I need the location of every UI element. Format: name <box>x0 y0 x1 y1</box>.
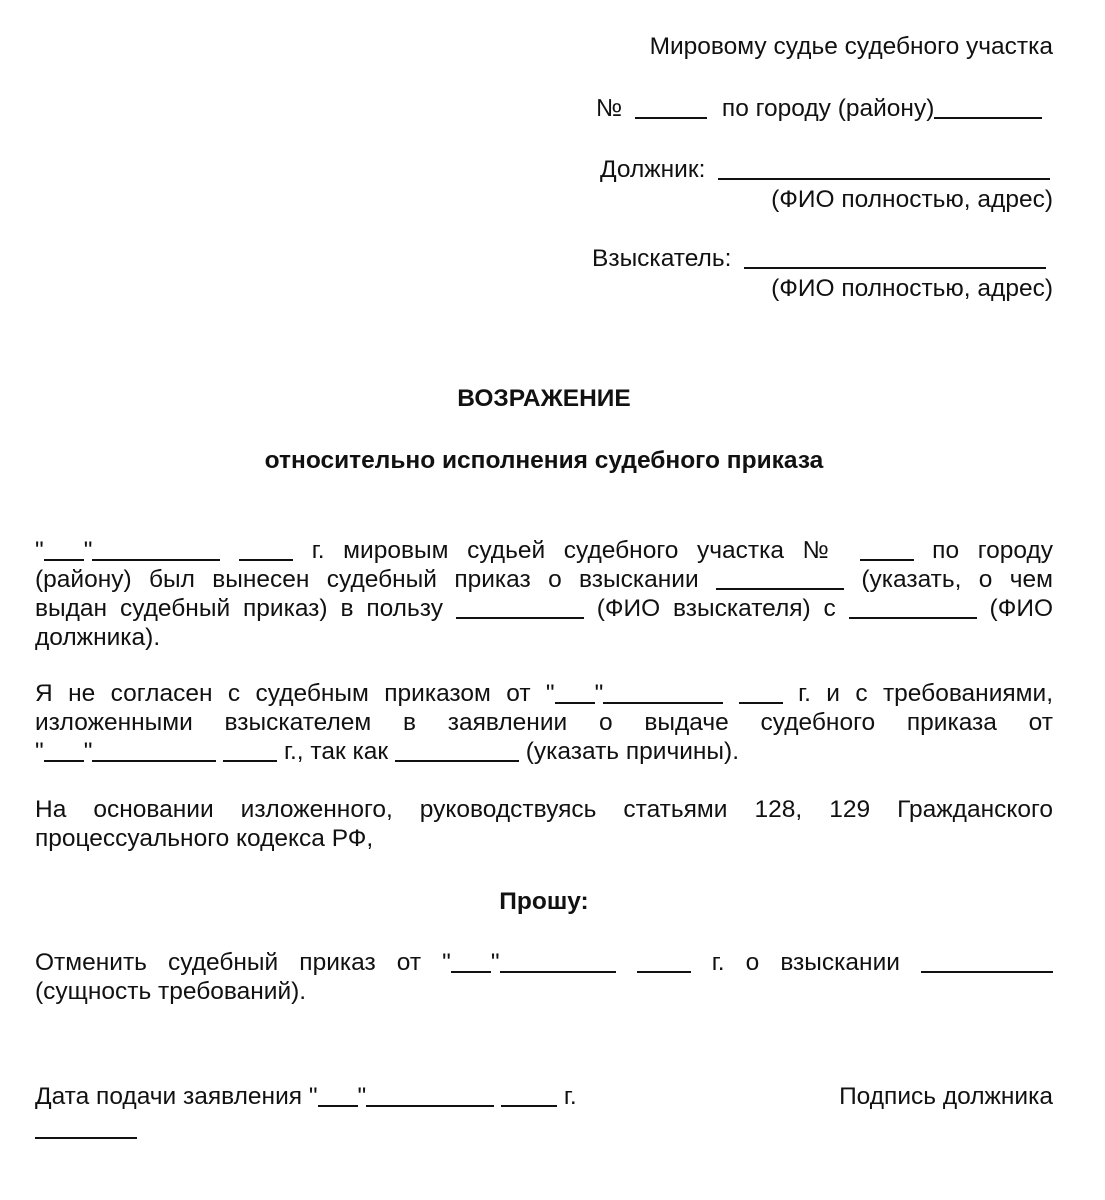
p3-line-1: На основании изложенного, руководствуясь статьями 128, 129 Гражданского <box>35 796 1053 823</box>
p1-line-2: (району) был вынесен судебный приказ о взыскании (указать, о чем <box>35 566 1054 593</box>
signature-line[interactable] <box>35 1114 137 1143</box>
request-line-2: (сущность требований). <box>35 978 307 1005</box>
cancel-order-year-blank[interactable] <box>637 949 691 973</box>
p2-line-1: Я не согласен с судебным приказом от " " г. и с требованиями, <box>35 680 1054 707</box>
p1-line-1: " " г. мировым судьей судебного участка № по городу <box>35 537 1054 564</box>
filing-month-blank[interactable] <box>366 1083 494 1107</box>
claimant-hint: (ФИО полностью, адрес) <box>771 275 1053 302</box>
request-heading: Прошу: <box>499 888 589 915</box>
document-subtitle: относительно исполнения судебного приказа <box>264 447 824 474</box>
court-number-line <box>596 94 1042 123</box>
application-month-blank[interactable] <box>92 738 216 762</box>
cancel-order-month-blank[interactable] <box>500 949 616 973</box>
claimant-blank[interactable] <box>744 245 1046 269</box>
addressee-line: Мировому судье судебного участка <box>649 33 1053 60</box>
paragraph-legal-basis <box>35 795 1053 853</box>
reasons-blank[interactable] <box>395 738 519 762</box>
addressee-block <box>533 32 1053 61</box>
order-year-blank[interactable] <box>739 680 783 704</box>
application-year-blank[interactable] <box>223 738 277 762</box>
claimant-name-blank[interactable] <box>456 595 584 619</box>
city-label: по городу (району) <box>721 95 935 122</box>
subject-blank[interactable] <box>716 566 844 590</box>
p1-line-3: выдан судебный приказ) в пользу (ФИО взыскателя) с (ФИО <box>35 595 1053 622</box>
document-title: ВОЗРАЖЕНИЕ <box>457 385 631 412</box>
application-day-blank[interactable] <box>44 738 84 762</box>
filing-date-line: Дата подачи заявления " " г. <box>35 1083 577 1110</box>
request-line-1: Отменить судебный приказ от " " г. о взыскании <box>35 948 1053 977</box>
p2-line-3: " " г., так как (указать причины). <box>35 738 739 765</box>
court-number-blank-2[interactable] <box>860 537 914 561</box>
paragraph-order-info <box>35 536 1053 652</box>
claimant-line <box>592 244 1046 273</box>
cancel-order-day-blank[interactable] <box>451 949 491 973</box>
debtor-blank[interactable] <box>718 156 1050 180</box>
city-blank[interactable] <box>934 95 1042 119</box>
claimant-label: Взыскатель: <box>592 245 732 272</box>
month-blank[interactable] <box>92 537 220 561</box>
day-blank[interactable] <box>44 537 84 561</box>
order-day-blank[interactable] <box>555 680 595 704</box>
p1-line-4: должника). <box>35 624 161 651</box>
filing-day-blank[interactable] <box>318 1083 358 1107</box>
debtor-hint: (ФИО полностью, адрес) <box>771 186 1053 213</box>
order-month-blank[interactable] <box>603 680 723 704</box>
signature-blank[interactable] <box>35 1115 137 1139</box>
number-label: № <box>596 95 623 122</box>
filing-year-blank[interactable] <box>501 1083 557 1107</box>
p3-line-2: процессуального кодекса РФ, <box>35 825 374 852</box>
paragraph-disagreement <box>35 679 1053 766</box>
year-blank[interactable] <box>239 537 293 561</box>
p2-line-2: изложенными взыскателем в заявлении о выдаче судебного приказа от <box>35 709 1053 736</box>
paragraph-request <box>35 948 1053 1006</box>
debtor-label: Должник: <box>600 156 706 183</box>
court-number-blank[interactable] <box>635 95 707 119</box>
debtor-line <box>600 155 1050 184</box>
signature-label: Подпись должника <box>839 1083 1053 1110</box>
debtor-name-blank[interactable] <box>849 595 977 619</box>
claim-subject-blank[interactable] <box>921 949 1053 973</box>
